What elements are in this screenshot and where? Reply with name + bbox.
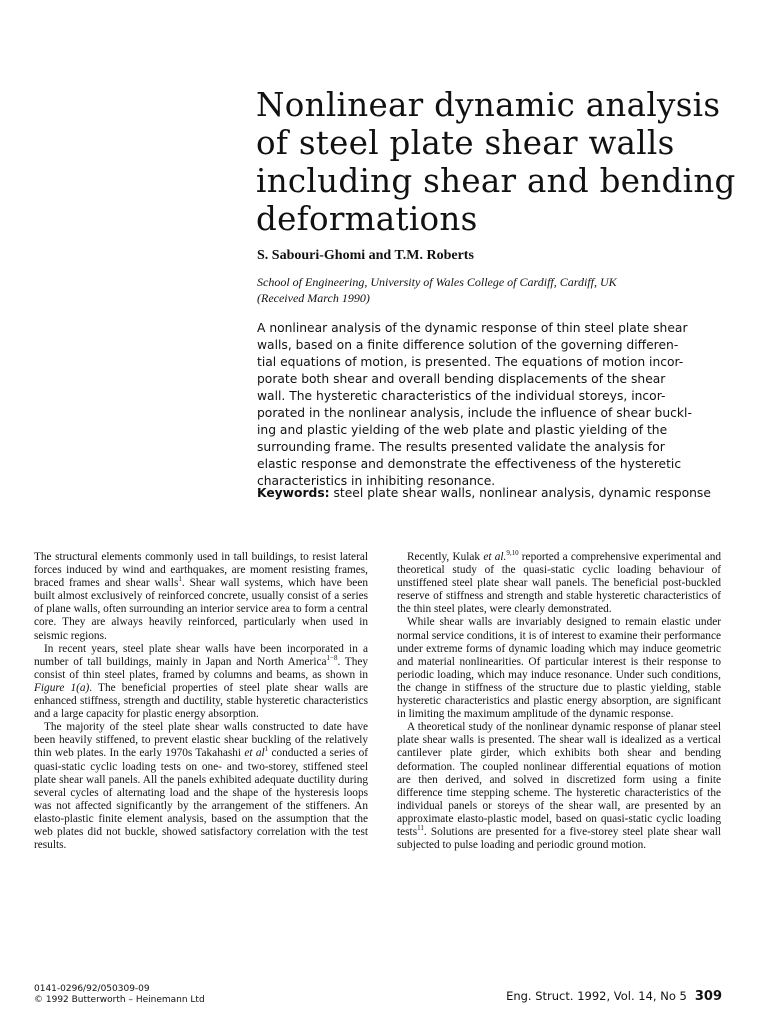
abstract-line: wall. The hysteretic characteristics of the individual storeys, incor- (257, 389, 666, 403)
abstract-line: porated in the nonlinear analysis, include the influence of shear buckl- (257, 406, 692, 420)
reference: 11 (417, 824, 424, 833)
abstract-line: A nonlinear analysis of the dynamic response of thin steel plate shear (257, 321, 688, 335)
abstract (257, 320, 735, 490)
publication-code: 0141-0296/92/050309-09 (34, 984, 150, 994)
abstract-line: elastic response and demonstrate the effectiveness of the hysteretic (257, 457, 682, 471)
title-line: Nonlinear dynamic analysis (256, 86, 721, 124)
abstract-line: porate both shear and overall bending displacements of the shear (257, 372, 666, 386)
keywords (257, 485, 735, 501)
paper-title (256, 86, 756, 238)
paragraph: A theoretical study of the nonlinear dynamic response of planar steel plate shear walls is presented. The shear wall is idealized as a vertical cantilever plate girder, which exhibits both shear and bending deformation. The coupled nonlinear differential equations of motion are then derived, and solved in discretized form using a finite difference time stepping scheme. The hysteretic characteristics of the individual panels or storeys of the shear wall, are presented by an approximate elasto-plastic model, based on quasi-static cyclic loading tests$^{11}$. Solutions are presented for a five-storey steel plate shear wall subjected to pulse loading and periodic ground motion. (397, 721, 721, 852)
paragraph: In recent years, steel plate shear walls have been incorporated in a number of tall buildings, mainly in Japan and North America$^{1-8}$. They consist of thin steel plates, framed by columns and beams, as shown in Figure 1(a). The beneficial properties of steel plate shear walls are enhanced stiffness, strength and ductility, stable hysteretic characteristics and a large capacity for plastic energy absorption. (34, 642, 369, 721)
footer-right (470, 989, 722, 1004)
title-line: of steel plate shear walls (256, 124, 675, 162)
keywords-label: Keywords: (257, 486, 330, 500)
reference: 1−8 (326, 653, 338, 662)
page-number: 309 (694, 989, 722, 1004)
paragraph: While shear walls are invariably designed to remain elastic under normal service conditions, it is of interest to examine their performance under extreme forms of dynamic loading which may induce geometric and material nonlinearities. Of particular interest is their response to periodic loading, which may induce resonance. Under such conditions, the change in stiffness of the structure due to plastic yielding, stable hysteretic characteristics and plastic energy absorption, are significant in limiting the maximum amplitude of the dynamic response. (397, 616, 721, 721)
paragraph: Recently, Kulak et al.$^{9,10}$ reported a comprehensive experimental and theoretical study of the quasi-static cyclic loading behaviour of unstiffened steel plate shear wall panels. The beneficial post-buckled reserve of stiffness and strength and stable hysteretic characteristics of the thin steel plates, were clearly demonstrated. (397, 549, 722, 616)
affiliation (257, 274, 737, 306)
abstract-line: tial equations of motion, is presented. The equations of motion incor- (257, 355, 684, 369)
abstract-line: ing and plastic yielding of the web plate and plastic yielding of the (257, 423, 668, 437)
title-line: deformations (256, 200, 478, 238)
reference: 1 (264, 745, 269, 754)
affiliation-line: School of Engineering, University of Wales College of Cardiff, Cardiff, UK (257, 275, 617, 289)
paragraph: The majority of the steel plate shear walls constructed to date have been heavily stiffened, to prevent elastic shear buckling of the relatively thin web plates. In the early 1970s Takahashi et $al^1$ conducted a series of quasi-static cyclic loading tests on one- and two-storey, stiffened steel plate shear wall panels. All the panels exhibited adequate ductility during several cycles of alternating load and the shape of the hysteresis loops was not affected significantly by the arrangement of the stiffeners. An elasto-plastic finite element analysis, based on the assumption that the web plates did not buckle, showed satisfactory correlation with the test results. (34, 721, 369, 852)
reference: 9,10 (506, 549, 519, 558)
left-column (34, 551, 368, 852)
figure-reference: Figure 1(a) (34, 681, 90, 694)
footer-left (34, 984, 205, 1006)
title-line: including shear and bending (256, 162, 736, 200)
abstract-line: characteristics in inhibiting resonance. (257, 474, 496, 488)
journal-citation: Eng. Struct. 1992, Vol. 14, No 5 (506, 989, 687, 1003)
right-column (397, 551, 721, 852)
authors: S. Sabouri-Ghomi and T.M. Roberts (257, 248, 474, 263)
abstract-line: surrounding frame. The results presented validate the analysis for (257, 440, 665, 454)
paragraph: The structural elements commonly used in tall buildings, to resist lateral forces induced by wind and earthquakes, are moment resisting frames, braced frames and shear walls$^1$. Shear wall systems, which have been built almost exclusively of reinforced concrete, usually consist of a series of plane walls, often surrounding an interior service area to form a central core. They are always heavily reinforced, particularly when used in seismic regions. (34, 551, 368, 642)
keywords-text: steel plate shear walls, nonlinear analysis, dynamic response (333, 486, 711, 500)
copyright: © 1992 Butterworth – Heinemann Ltd (34, 995, 205, 1005)
abstract-line: walls, based on a finite difference solution of the governing differen- (257, 338, 679, 352)
received-date: (Received March 1990) (257, 291, 370, 305)
reference: 1 (178, 575, 182, 584)
